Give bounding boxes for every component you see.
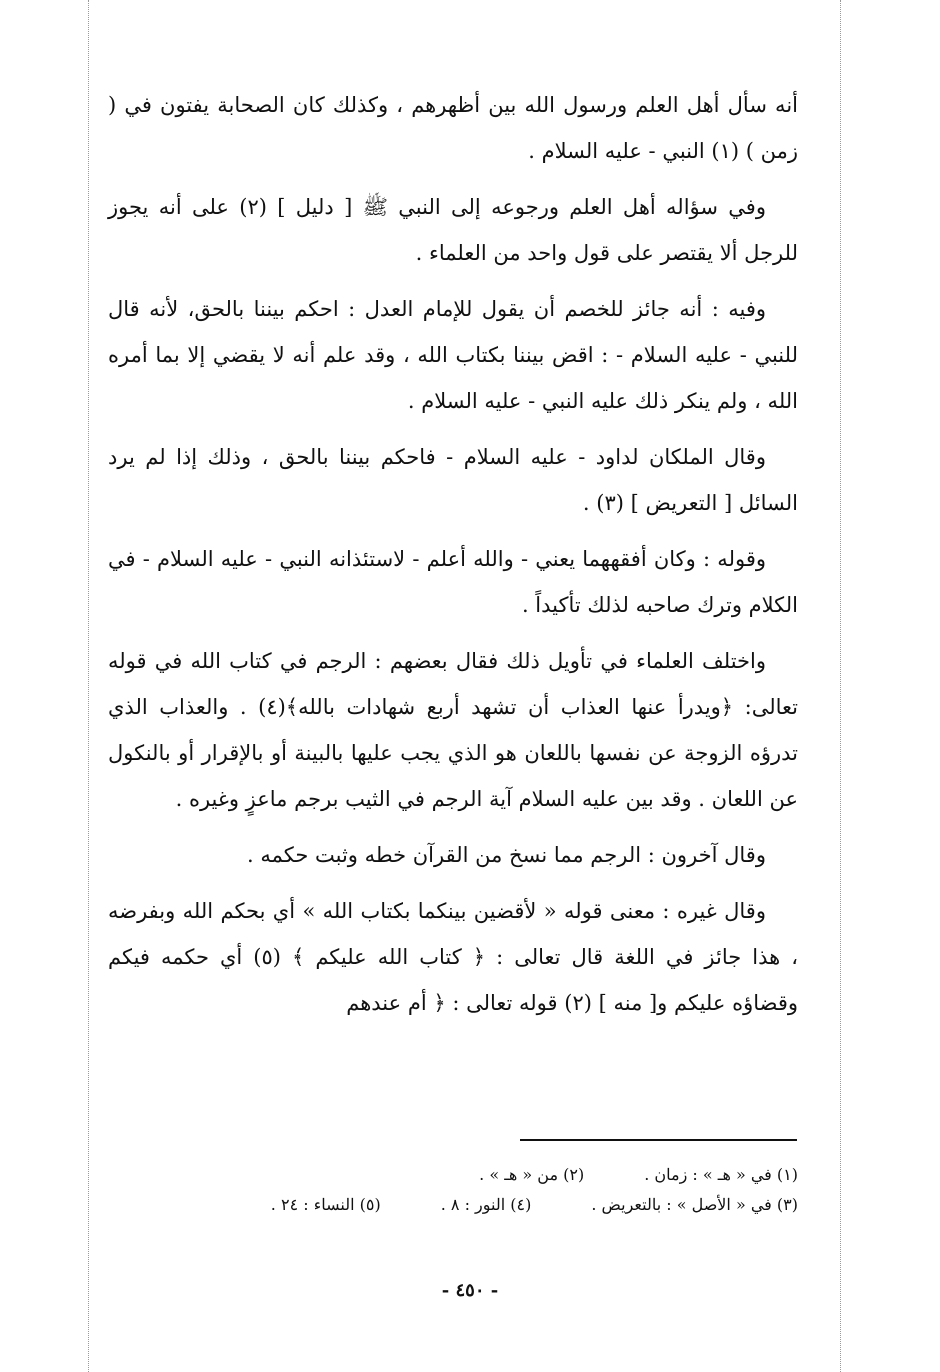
paragraph-6: واختلف العلماء في تأويل ذلك فقال بعضهم : الرجم في كتاب الله في قوله تعالى: ﴿ويدرأ عنها العذاب أن تشهد أربع شهادات بالله﴾(٤) . والعذاب الذي تدرؤه الزوجة عن نفسها باللعان هو الذي يجب عليها بالبينة أو بالإقرار أو بالنكول عن اللعان . وقد بين عليه السلام آية الرجم في الثيب برجم ماعزٍ وغيره . bbox=[108, 649, 798, 811]
footnote-row-2 bbox=[108, 1190, 798, 1220]
page-number: - ٤٥٠ - bbox=[441, 1280, 499, 1301]
paragraph-3: وفيه : أنه جائز للخصم أن يقول للإمام العدل : احكم بيننا بالحق، لأنه قال للنبي - عليه السلام - : اقض بيننا بكتاب الله ، وقد علم أنه لا يقضي إلا بما أمره الله ، ولم ينكر ذلك عليه النبي - عليه السلام . bbox=[108, 297, 798, 413]
paragraph-4: وقال الملكان لداود - عليه السلام - فاحكم بيننا بالحق ، وذلك إذا لم يرد السائل [ التعريض ] (٣) . bbox=[108, 445, 798, 515]
paragraph-5: وقوله : وكان أفقههما يعني - والله أعلم - لاستئذانه النبي - عليه السلام - في الكلام وترك صاحبه لذلك تأكيداً . bbox=[108, 547, 798, 617]
footnote-5: (٥) النساء : ٢٤ . bbox=[270, 1195, 381, 1214]
footnote-4: (٤) النور : ٨ . bbox=[440, 1195, 532, 1214]
main-text bbox=[108, 82, 798, 1036]
footnote-1: (١) في « هـ » : زمان . bbox=[644, 1165, 798, 1184]
right-page-edge bbox=[840, 0, 841, 1372]
paragraph-2: وفي سؤاله أهل العلم ورجوعه إلى النبي ﷺ [ دليل ] (٢) على أنه يجوز للرجل ألا يقتصر على قول واحد من العلماء . bbox=[108, 195, 798, 265]
footnote-3: (٣) في « الأصل » : بالتعريض . bbox=[591, 1195, 798, 1214]
paragraph-8: وقال غيره : معنى قوله « لأقضين بينكما بكتاب الله » أي بحكم الله وبفرضه ، هذا جائز في اللغة قال تعالى : ﴿ كتاب الله عليكم ﴾ (٥) أي حكمه فيكم وقضاؤه عليكم و[ منه ] (٢) قوله تعالى : ﴿ أم عندهم bbox=[108, 899, 798, 1015]
footnote-2: (٢) من « هـ » . bbox=[479, 1165, 585, 1184]
footnote-separator bbox=[520, 1139, 797, 1141]
left-page-edge bbox=[88, 0, 89, 1372]
footnotes bbox=[108, 1160, 798, 1220]
paragraph-7: وقال آخرون : الرجم مما نسخ من القرآن خطه وثبت حكمه . bbox=[246, 843, 766, 867]
paragraph-1: أنه سأل أهل العلم ورسول الله بين أظهرهم ، وكذلك كان الصحابة يفتون في ( زمن ) (١) النبي - عليه السلام . bbox=[108, 93, 798, 163]
footnote-row-1 bbox=[108, 1160, 798, 1190]
